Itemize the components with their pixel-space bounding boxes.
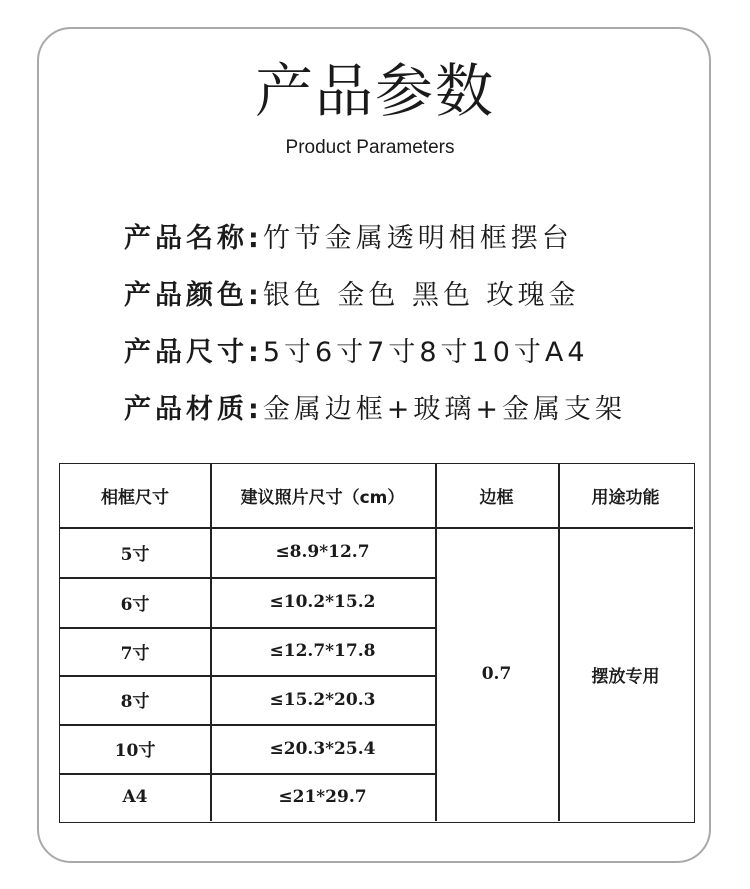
table-cell-photo: ≤8.9*12.7 [275, 542, 370, 562]
spec-value: 金属边框+玻璃+金属支架 [262, 394, 627, 425]
table-cell-photo: ≤20.3*25.4 [269, 738, 376, 759]
size-table [59, 463, 695, 823]
table-cell-photo: ≤21*29.7 [278, 787, 367, 807]
table-cell-size: 8寸 [120, 692, 150, 712]
spec-product-name [124, 219, 724, 259]
spec-product-material [124, 390, 724, 430]
table-cell-usage-value: 摆放专用 [591, 666, 660, 687]
spec-value: 5寸6寸7寸8寸10寸A4 [262, 337, 589, 368]
table-cell-border-value: 0.7 [481, 664, 512, 684]
page-subtitle: Product Parameters [285, 137, 455, 158]
spec-product-color [124, 276, 724, 316]
spec-label: 产品材质: [124, 394, 263, 425]
spec-value: 竹节金属透明相框摆台 [262, 223, 573, 254]
spec-label: 产品颜色: [124, 280, 263, 311]
table-cell-photo: ≤12.7*17.8 [269, 641, 376, 661]
spec-value: 银色 金色 黑色 玫瑰金 [262, 280, 580, 311]
spec-label: 产品尺寸: [124, 337, 263, 368]
table-cell-size: 7寸 [120, 643, 150, 664]
spec-product-size [124, 333, 724, 373]
table-cell-photo: ≤15.2*20.3 [269, 689, 376, 710]
table-header-usage: 用途功能 [591, 488, 660, 508]
table-cell-size: A4 [122, 787, 148, 807]
table-cell-photo: ≤10.2*15.2 [269, 592, 376, 612]
table-header-border: 边框 [479, 488, 514, 508]
table-cell-size: 10寸 [114, 741, 156, 761]
table-cell-size: 6寸 [120, 594, 150, 615]
spec-label: 产品名称: [124, 223, 263, 254]
table-header-frame-size: 相框尺寸 [101, 488, 169, 508]
page-title: 产品参数 [254, 57, 495, 125]
table-header-photo-size: 建议照片尺寸（cm） [240, 488, 405, 508]
table-cell-size: 5寸 [120, 544, 150, 565]
